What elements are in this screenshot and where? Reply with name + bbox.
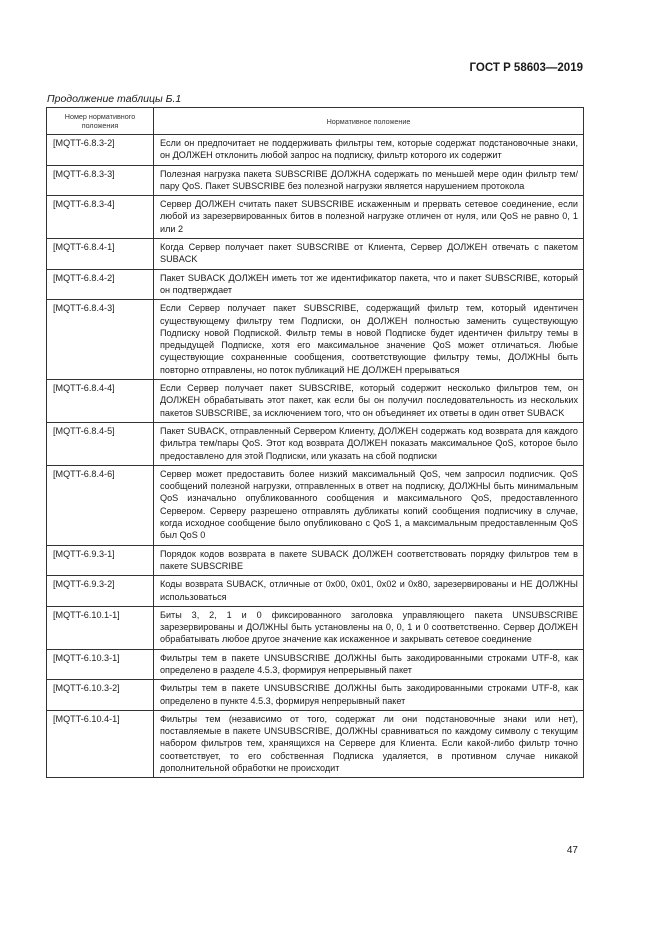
requirement-id: [MQTT-6.8.3-4]	[47, 196, 154, 239]
table-row	[47, 269, 584, 300]
requirement-id: [MQTT-6.10.4-1]	[47, 710, 154, 777]
table-row	[47, 422, 584, 465]
requirement-id: [MQTT-6.8.4-1]	[47, 239, 154, 270]
requirement-id: [MQTT-6.10.1-1]	[47, 606, 154, 649]
requirement-text: Если Сервер получает пакет SUBSCRIBE, который содержит несколько фильтров тем, он ДОЛЖЕН обрабатывать этот пакет, как если бы он получил последовательность из нескольких пакетов SUBSCRIBE, за исключением того, что он объединяет их ответы в один ответ SUBACK	[154, 380, 584, 423]
requirement-text: Сервер может предоставить более низкий максимальный QoS, чем запросил подписчик. QoS сообщений полезной нагрузки, отправленных в ответ на подписку, ДОЛЖНЫ быть минимальным QoS изначально опубликованного сообщения и максимального QoS, предоставленного Сервером. Серверу разрешено отправлять дубликаты копий сообщения подписчику в случае, когда исходное сообщение было опубликовано с QoS 1, а максимальным предоставленным QoS был QoS 0	[154, 465, 584, 545]
requirement-text: Сервер ДОЛЖЕН считать пакет SUBSCRIBE искаженным и прервать сетевое соединение, если любой из зарезервированных битов в полезной нагрузке отличен от нуля, или QoS не равно 0, 1 или 2	[154, 196, 584, 239]
requirement-id: [MQTT-6.8.3-2]	[47, 135, 154, 166]
table-caption: Продолжение таблицы Б.1	[47, 93, 182, 105]
requirement-text: Биты 3, 2, 1 и 0 фиксированного заголовка управляющего пакета UNSUBSCRIBE зарезервированы и ДОЛЖНЫ быть установлены на 0, 0, 1 и 0 соответственно. Сервер ДОЛЖЕН обрабатывать любое другое значение как искаженное и закрывать сетевое соединение	[154, 606, 584, 649]
requirement-text: Фильтры тем (независимо от того, содержат ли они подстановочные знаки или нет), поставляемые в пакете UNSUBSCRIBE, ДОЛЖНЫ сравниваться по каждому символу с текущим набором фильтров тем, хранящихся на Сервере для Клиента. Если какой-либо фильтр точно соответствует, то его собственная Подписка удаляется, в противном случае никакой дополнительной обработки не происходит	[154, 710, 584, 777]
table-row	[47, 465, 584, 545]
table-row	[47, 196, 584, 239]
requirement-id: [MQTT-6.9.3-2]	[47, 576, 154, 607]
requirement-id: [MQTT-6.8.4-5]	[47, 422, 154, 465]
table-row	[47, 135, 584, 166]
requirements-table	[46, 107, 584, 778]
table-row	[47, 545, 584, 576]
table-row	[47, 239, 584, 270]
requirement-id: [MQTT-6.10.3-1]	[47, 649, 154, 680]
requirement-text: Пакет SUBACK ДОЛЖЕН иметь тот же идентификатор пакета, что и пакет SUBSCRIBE, который он подтверждает	[154, 269, 584, 300]
table-row	[47, 710, 584, 777]
table-row	[47, 165, 584, 196]
requirement-text: Если Сервер получает пакет SUBSCRIBE, содержащий фильтр тем, который идентичен существующему фильтру тем Подписки, он ДОЛЖЕН полностью заменить существующую Подписку новой Подпиской. Фильтр темы в новой Подписке будет идентичен фильтру темы в предыдущей Подписке, хотя его максимальное значение QoS может отличаться. Любые существующие сохраненные сообщения, соответствующие фильтру темы, ДОЛЖНЫ быть повторно отправлены, но поток публикаций НЕ ДОЛЖЕН прерываться	[154, 300, 584, 380]
table-row	[47, 680, 584, 711]
table-row	[47, 576, 584, 607]
requirement-id: [MQTT-6.8.4-6]	[47, 465, 154, 545]
requirement-text: Коды возврата SUBACK, отличные от 0x00, 0x01, 0x02 и 0x80, зарезервированы и НЕ ДОЛЖНЫ использоваться	[154, 576, 584, 607]
requirement-id: [MQTT-6.9.3-1]	[47, 545, 154, 576]
requirement-text: Когда Сервер получает пакет SUBSCRIBE от Клиента, Сервер ДОЛЖЕН отвечать с пакетом SUBACK	[154, 239, 584, 270]
table-row	[47, 606, 584, 649]
column-header-number: Номер нормативного положения	[47, 108, 154, 135]
page-number: 47	[566, 845, 578, 856]
table-header-row	[47, 108, 584, 135]
column-header-provision: Нормативное положение	[154, 108, 584, 135]
requirement-id: [MQTT-6.8.3-3]	[47, 165, 154, 196]
table-row	[47, 300, 584, 380]
requirement-text: Фильтры тем в пакете UNSUBSCRIBE ДОЛЖНЫ быть закодированными строками UTF-8, как определено в разделе 4.5.3, формируя непрерывный пакет	[154, 649, 584, 680]
requirement-text: Полезная нагрузка пакета SUBSCRIBE ДОЛЖНА содержать по меньшей мере один фильтр тем/пару QoS. Пакет SUBSCRIBE без полезной нагрузки является нарушением протокола	[154, 165, 584, 196]
requirement-text: Порядок кодов возврата в пакете SUBACK ДОЛЖЕН соответствовать порядку фильтров тем в пакете SUBSCRIBE	[154, 545, 584, 576]
requirement-id: [MQTT-6.10.3-2]	[47, 680, 154, 711]
requirement-text: Фильтры тем в пакете UNSUBSCRIBE ДОЛЖНЫ быть закодированными строками UTF-8, как определено в пункте 4.5.3, формируя непрерывный пакет	[154, 680, 584, 711]
table-row	[47, 380, 584, 423]
requirement-id: [MQTT-6.8.4-2]	[47, 269, 154, 300]
requirement-id: [MQTT-6.8.4-4]	[47, 380, 154, 423]
requirement-id: [MQTT-6.8.4-3]	[47, 300, 154, 380]
table-row	[47, 649, 584, 680]
requirement-text: Если он предпочитает не поддерживать фильтры тем, которые содержат подстановочные знаки, он ДОЛЖЕН отклонить любой запрос на подписку, фильтр которого их содержит	[154, 135, 584, 166]
requirement-text: Пакет SUBACK, отправленный Сервером Клиенту, ДОЛЖЕН содержать код возврата для каждого фильтра тем/пары QoS. Этот код возврата ДОЛЖЕН показать максимальное QoS, которое было предоставлено для этой Подписки, или указать на сбой подписки	[154, 422, 584, 465]
standard-designation: ГОСТ Р 58603—2019	[469, 62, 583, 74]
